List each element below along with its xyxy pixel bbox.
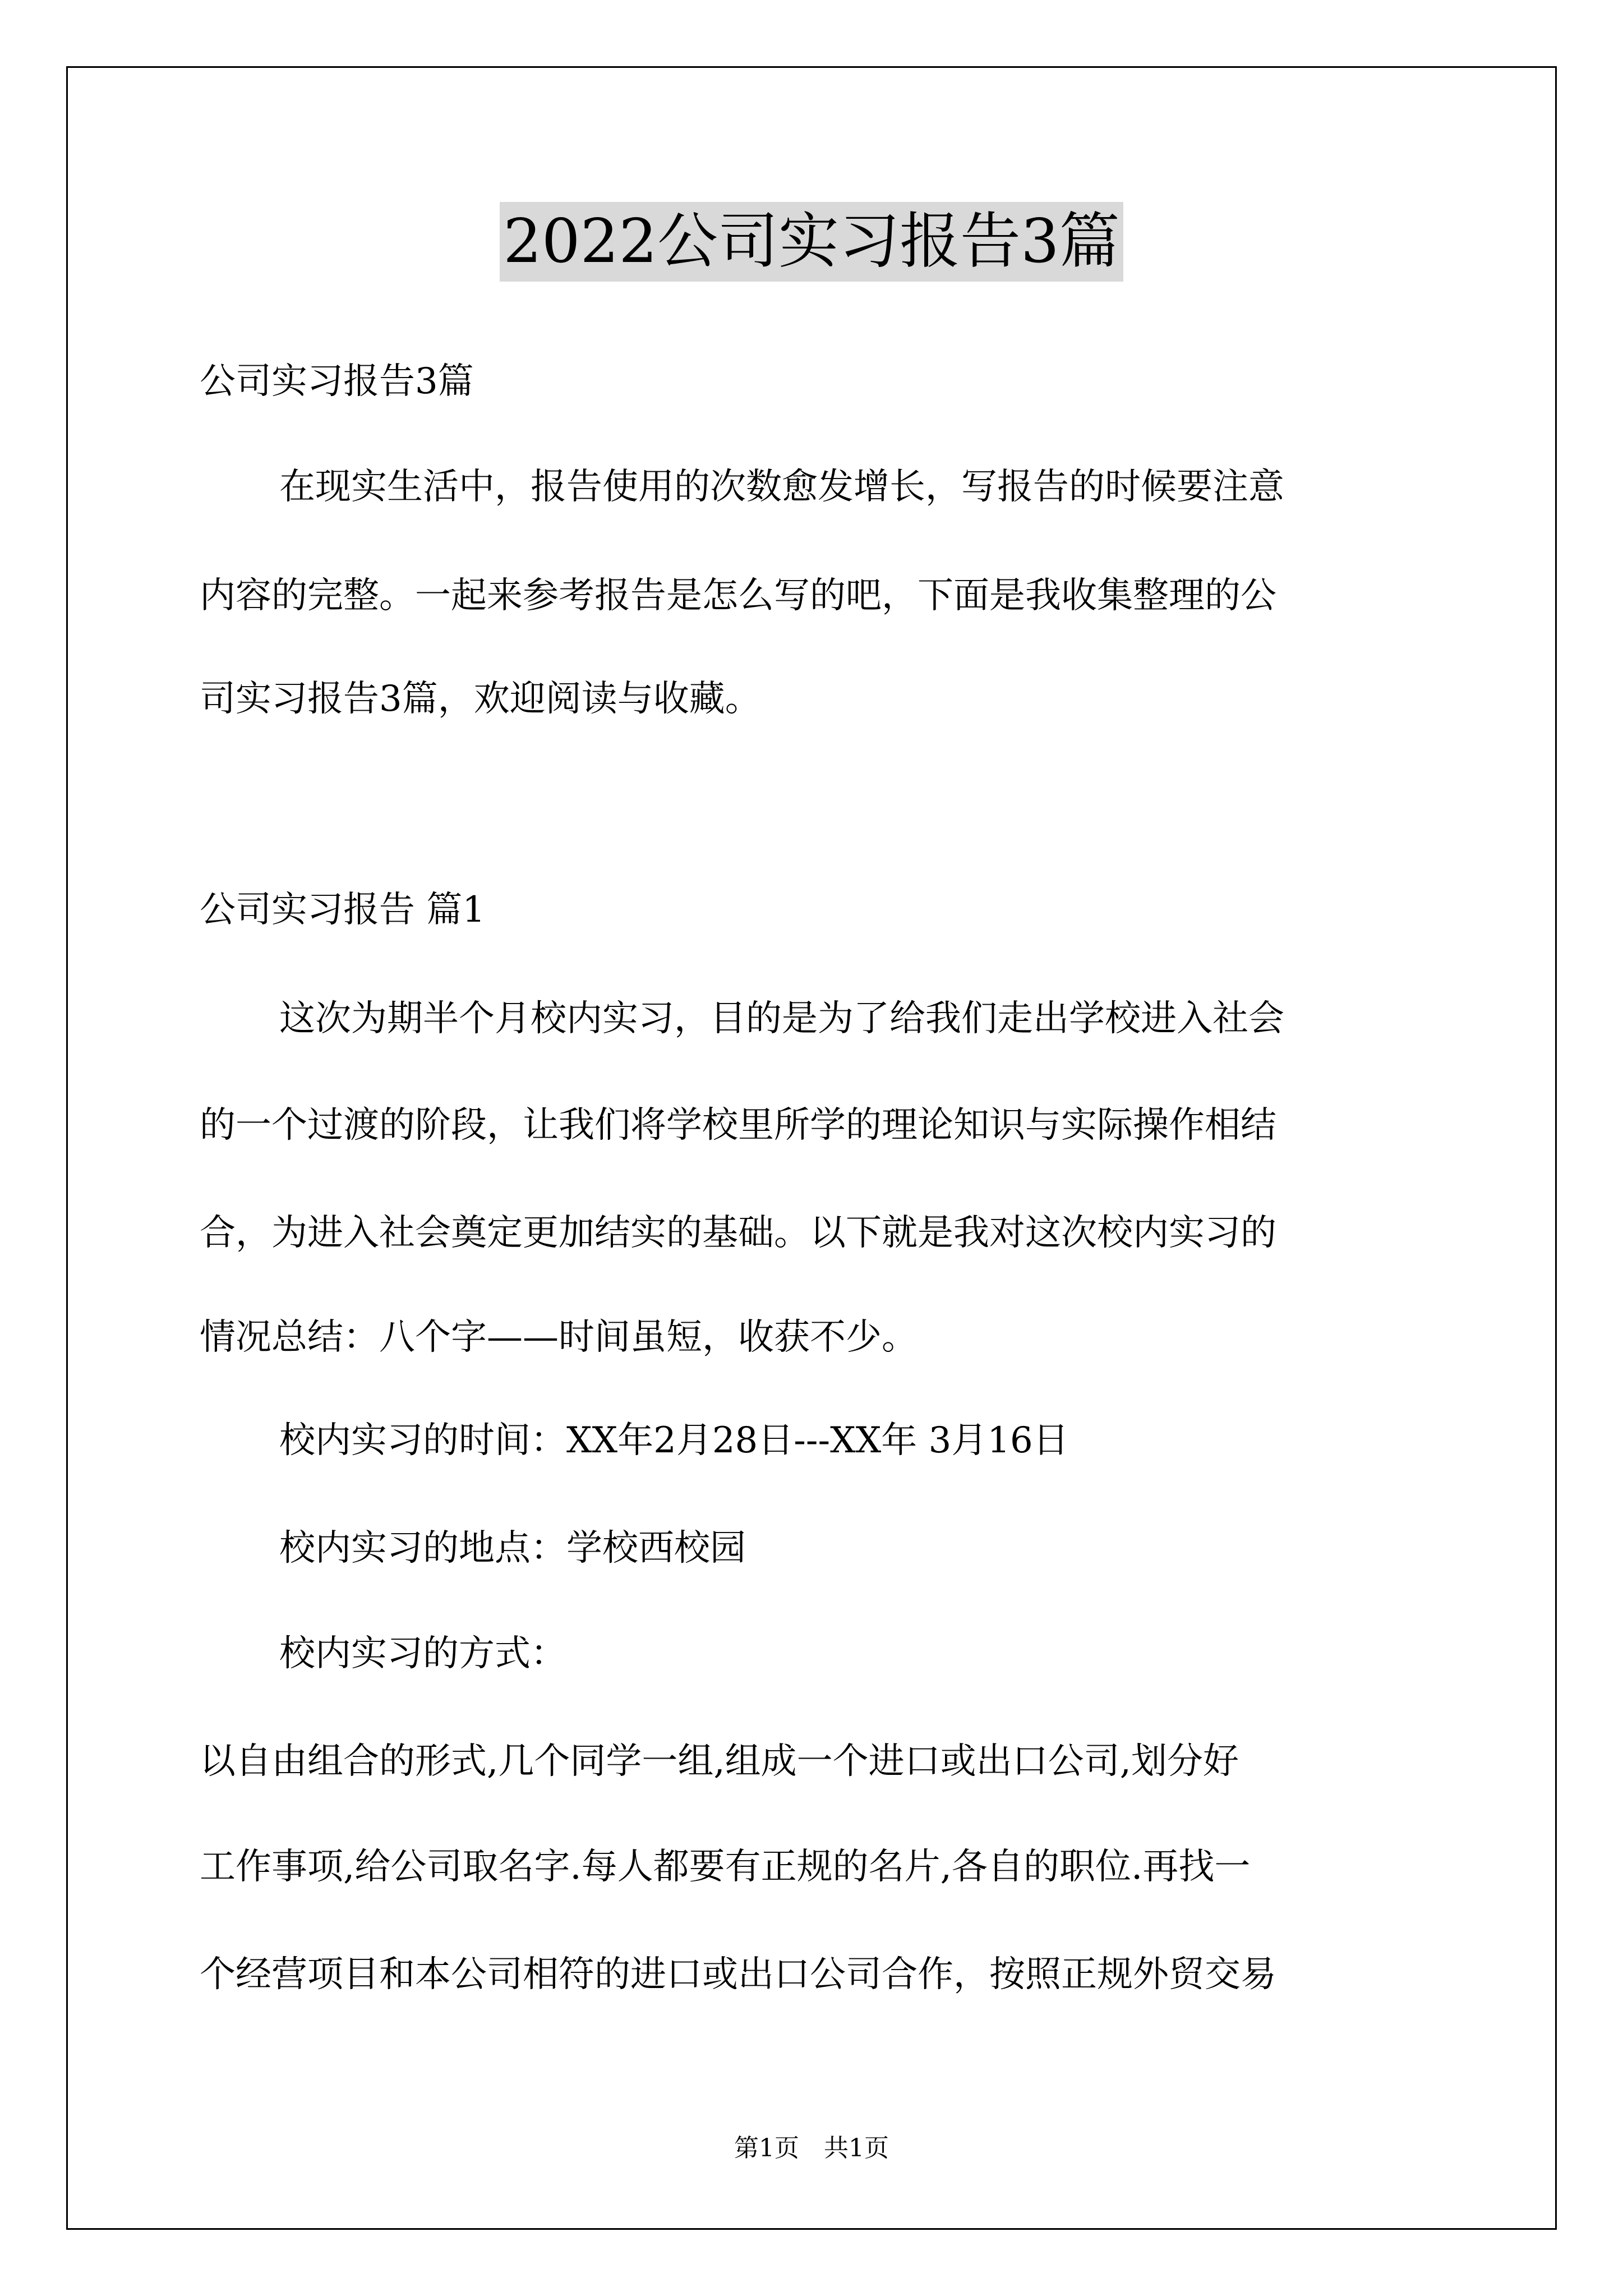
method-line-1: 以自由组合的形式,几个同学一组,组成一个进口或出口公司,划分好 [200,1741,1239,1782]
title-block [0,202,1623,282]
section1-heading: 公司实习报告 篇1 [200,889,486,931]
subtitle: 公司实习报告3篇 [200,361,474,402]
section1-line-3: 合，为进入社会奠定更加结实的基础。以下就是我对这次校内实习的 [200,1212,1276,1254]
internship-time: 校内实习的时间：XX年2月28日---XX年 3月16日 [279,1420,1069,1461]
section1-line-2: 的一个过渡的阶段，让我们将学校里所学的理论知识与实际操作相结 [200,1105,1276,1146]
document-title: 2022公司实习报告3篇 [500,202,1123,282]
intro-line-2: 内容的完整。一起来参考报告是怎么写的吧，下面是我收集整理的公 [200,575,1276,616]
section1-line-4: 情况总结：八个字——时间虽短，收获不少。 [200,1317,917,1358]
page-footer: 第1页 共1页 [734,2134,889,2162]
intro-line-3: 司实习报告3篇，欢迎阅读与收藏。 [200,678,761,720]
section1-line-1: 这次为期半个月校内实习，目的是为了给我们走出学校进入社会 [279,998,1284,1039]
internship-method-heading: 校内实习的方式： [279,1633,566,1674]
internship-place: 校内实习的地点：学校西校园 [279,1527,746,1569]
method-line-2: 工作事项,给公司取名字.每人都要有正规的名片,各自的职位.再找一 [200,1846,1251,1888]
intro-line-1: 在现实生活中，报告使用的次数愈发增长，写报告的时候要注意 [279,466,1284,508]
method-line-3: 个经营项目和本公司相符的进口或出口公司合作，按照正规外贸交易 [200,1954,1276,1995]
